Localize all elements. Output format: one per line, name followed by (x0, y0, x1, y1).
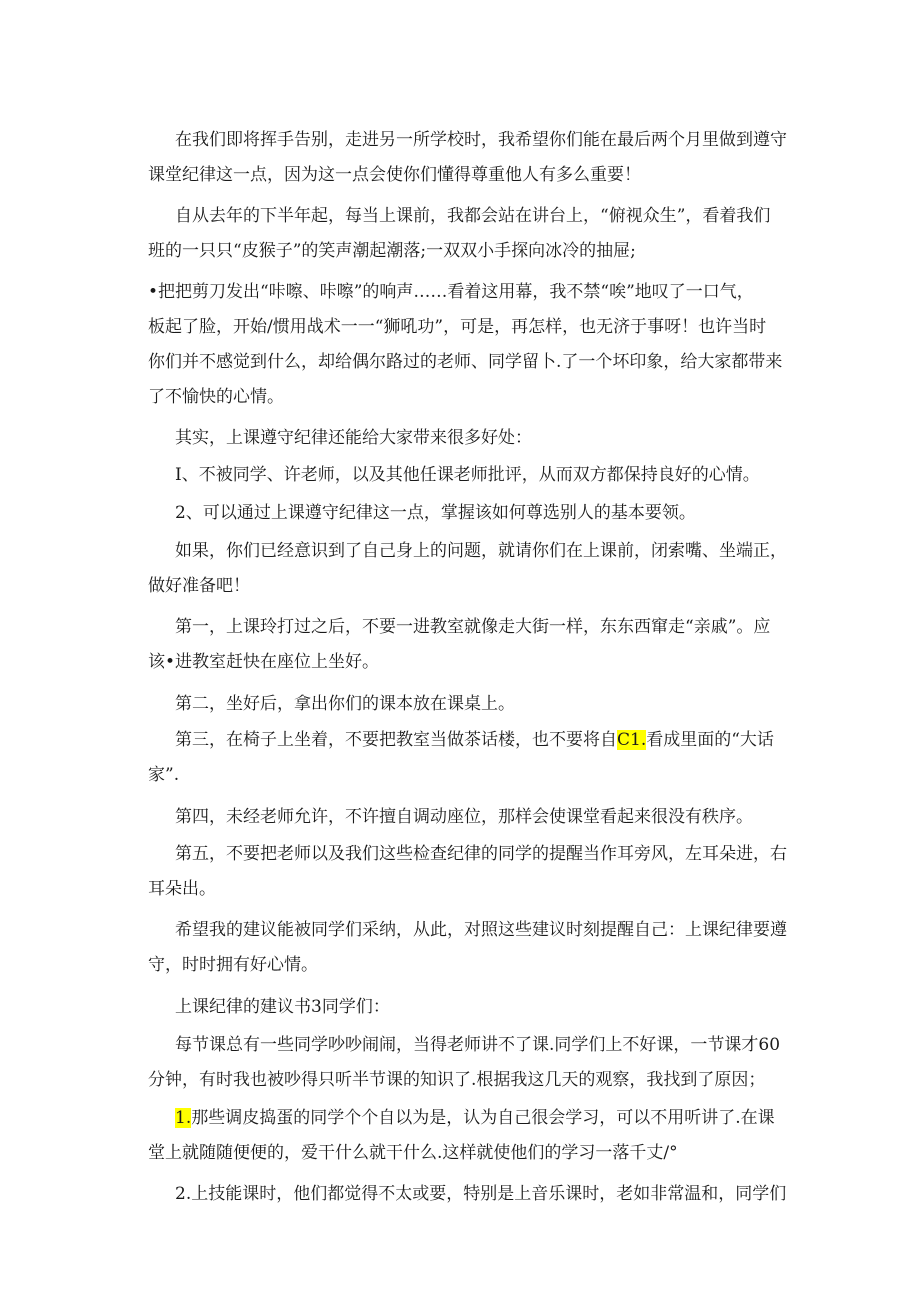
text-line-26: 分钟，有时我也被吵得只听半节课的知识了.根据我这几天的观察，我找到了原因； (148, 1070, 766, 1090)
text-line-27 (175, 1106, 775, 1130)
text-line-17 (175, 728, 774, 752)
text-line-2: 课堂纪律这一点，因为这一点会使你们懂得尊重他人有多么重要！ (148, 165, 641, 185)
text-line-23: 守，时时拥有好心情。 (148, 955, 318, 975)
text-line-3: 自从去年的下半年起，每当上课前，我都会站在讲台上，“俯视众生”，看着我们 (175, 206, 771, 226)
text-segment-17a: 第三，在椅子上坐着，不要把教室当做茶话楼，也不要将自 (175, 730, 617, 750)
text-line-1: 在我们即将挥手告别，走进另一所学校时，我希望你们能在最后两个月里做到遵守 (175, 130, 787, 150)
text-line-8: 了不愉快的心情。 (148, 387, 284, 407)
section-heading: 上课纪律的建议书3同学们： (175, 997, 390, 1017)
text-line-14: 第一，上课玲打过之后，不要一进教室就像走大街一样，东东西窜走“亲戚”。应 (175, 617, 771, 637)
text-line-28: 堂上就随随便便的，爱干什么就干什么.这样就使他们的学习一落千丈/° (148, 1143, 678, 1163)
text-line-9: 其实，上课遵守纪律还能给大家带来很多好处： (175, 428, 532, 448)
text-line-21: 耳朵出。 (148, 879, 216, 899)
text-line-5: •把把剪刀发出“咔嚓、咔嚓”的响声……看着这用幕，我不禁“唉”地叹了一口气， (148, 282, 754, 302)
text-line-25: 每节课总有一些同学吵吵闹闹，当得老师讲不了课.同学们上不好课，一节课才60 (175, 1035, 781, 1055)
text-line-20: 第五，不要把老师以及我们这些检查纪律的同学的提醒当作耳旁风，左耳朵进，右 (175, 844, 787, 864)
highlight-marker-1: 1. (175, 1108, 192, 1128)
text-segment-17b: 看成里面的“大话 (646, 730, 774, 750)
text-line-12: 如果，你们已经意识到了自己身上的问题，就请你们在上课前，闭索嘴、坐端正， (175, 541, 787, 561)
text-line-13: 做好准备吧！ (148, 576, 250, 596)
text-line-29: 2.上技能课时，他们都觉得不太或要，特别是上音乐课时，老如非常温和，同学们 (175, 1184, 787, 1204)
text-line-18: 家”. (148, 765, 180, 785)
text-line-22: 希望我的建议能被同学们采纳，从此，对照这些建议时刻提醒自己：上课纪律要遵 (175, 920, 787, 940)
text-line-15: 该•进教室赶快在座位上坐好。 (148, 652, 380, 672)
text-line-6: 板起了脸，开始/惯用战术一一“狮吼功”，可是，再怎样，也无济于事呀！也许当时 (148, 317, 767, 337)
text-line-19: 第四，未经老师允许，不许擅自调动座位，那样会使课堂看起来很没有秩序。 (175, 807, 753, 827)
text-line-16: 第二，坐好后，拿出你们的课本放在课桌上。 (175, 694, 515, 714)
text-segment-27: 那些调皮捣蛋的同学个个自以为是，认为自己很会学习，可以不用听讲了.在课 (191, 1108, 775, 1128)
text-line-7: 你们并不感觉到什么，却给偶尔路过的老师、同学留卜.了一个坏印象，给大家都带来 (148, 352, 783, 372)
text-line-10: I、不被同学、许老师，以及其他任课老师批评，从而双方都保持良好的心情。 (175, 465, 760, 485)
text-line-4: 班的一只只“皮猴子”的笑声潮起潮落;一双双小手探向冰冷的抽屉; (148, 241, 636, 261)
highlight-marker-c1: C1. (617, 730, 647, 750)
text-line-11: 2、可以通过上课遵守纪律这一点，掌握该如何尊选别人的基本要领。 (175, 503, 696, 523)
